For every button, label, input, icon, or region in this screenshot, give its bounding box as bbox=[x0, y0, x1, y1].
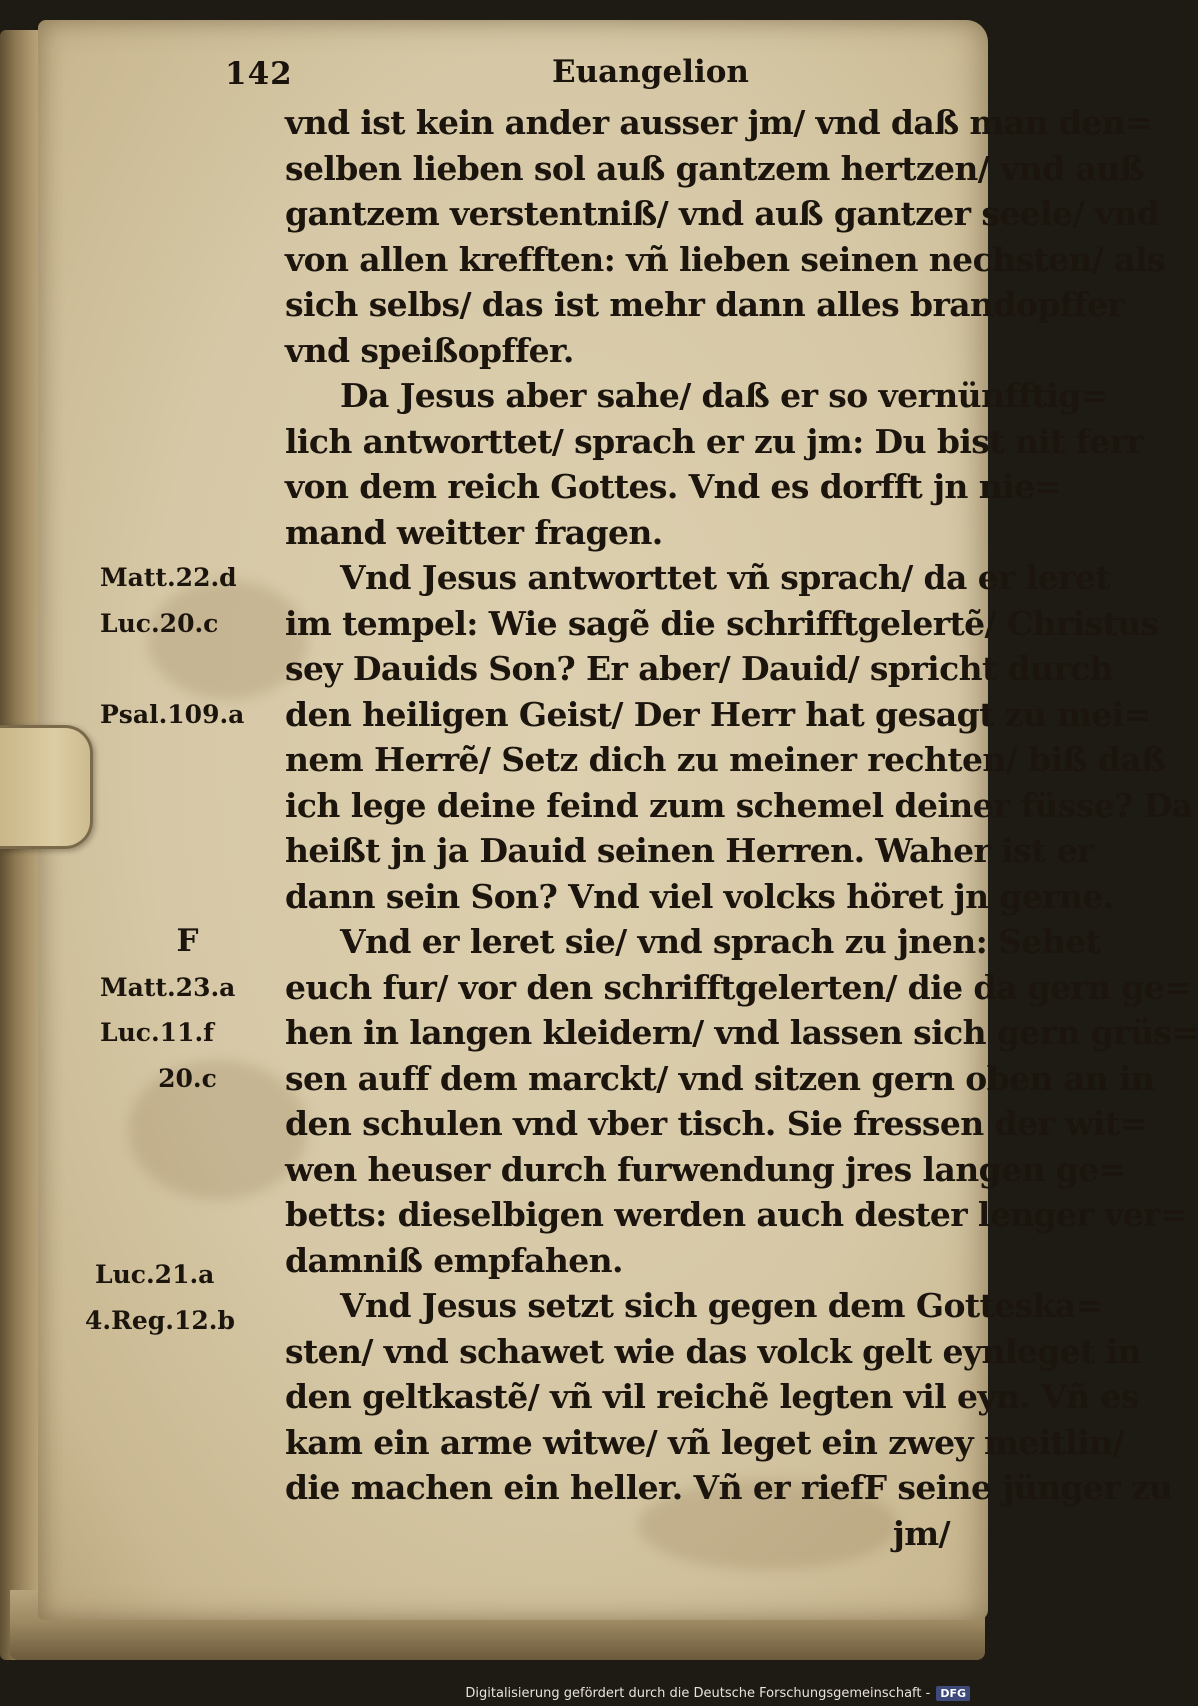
text-line: gantzem verstentniß/ vnd auß gantzer seele/ vnd bbox=[285, 194, 1160, 233]
text-line: heißt jn ja Dauid seinen Herren. Waher ist er bbox=[285, 831, 1094, 870]
text-line: nem Herrẽ/ Setz dich zu meiner rechten/ biß daß bbox=[285, 740, 1166, 779]
text-line: den geltkastẽ/ vñ vil reichẽ legten vil eyn. Vñ es bbox=[285, 1377, 1139, 1416]
marginal-notes-4 bbox=[85, 1252, 270, 1343]
marginal-note: Luc.20.c bbox=[100, 608, 219, 638]
text-line: lich antworttet/ sprach er zu jm: Du bist nit ferr bbox=[285, 421, 1144, 461]
text-line: selben lieben sol auß gantzem hertzen/ vnd auß bbox=[285, 148, 1145, 188]
bookmark-tab bbox=[0, 725, 93, 849]
text-line: Da Jesus aber sahe/ daß er so vernünfftig= bbox=[340, 376, 1108, 415]
marginal-note: Psal.109.a bbox=[100, 700, 245, 729]
marginal-notes-3 bbox=[100, 919, 275, 1101]
marginal-notes-1 bbox=[100, 555, 275, 646]
text-line: im tempel: Wie sagẽ die schrifftgelertẽ/ Christus bbox=[285, 603, 1159, 643]
digitization-footer bbox=[465, 1686, 970, 1701]
marginal-note: 20.c bbox=[158, 1063, 217, 1093]
main-text-block bbox=[285, 100, 1198, 1556]
marginal-note: Luc.11.f bbox=[100, 1018, 214, 1047]
text-line: kam ein arme witwe/ vñ leget ein zwey meitlin/ bbox=[285, 1422, 1124, 1462]
marginal-note: Matt.23.a bbox=[100, 972, 236, 1002]
marginal-notes-2 bbox=[100, 692, 275, 738]
text-line: die machen ein heller. Vñ er riefF seine jünger zu bbox=[285, 1468, 1173, 1507]
text-line: Vnd Jesus antworttet vñ sprach/ da er leret bbox=[340, 558, 1110, 597]
text-line: betts: dieselbigen werden auch dester lenger ver= bbox=[285, 1195, 1188, 1234]
marginal-note: Luc.21.a bbox=[95, 1260, 215, 1289]
marginal-note: 4.Reg.12.b bbox=[85, 1305, 235, 1335]
text-line: von dem reich Gottes. Vnd es dorfft jn nie= bbox=[285, 467, 1062, 506]
text-line: wen heuser durch furwendung jres langen ge= bbox=[285, 1149, 1126, 1189]
text-line: den heiligen Geist/ Der Herr hat gesagt zu mei= bbox=[285, 694, 1151, 734]
text-line: sey Dauids Son? Er aber/ Dauid/ spricht durch bbox=[285, 649, 1114, 688]
text-line: Vnd Jesus setzt sich gegen dem Gotteska= bbox=[340, 1286, 1103, 1325]
section-marker: F bbox=[176, 923, 199, 959]
text-line: dann sein Son? Vnd viel volcks höret jn gerne. bbox=[285, 876, 1114, 916]
running-head: Euangelion bbox=[552, 54, 749, 90]
footer-credit: Digitalisierung gefördert durch die Deutsche Forschungsgemeinschaft - bbox=[465, 1686, 931, 1701]
text-line: den schulen vnd vber tisch. Sie fressen der wit= bbox=[285, 1104, 1147, 1143]
dfg-logo: DFG bbox=[936, 1686, 970, 1701]
text-line: von allen krefften: vñ lieben seinen nechsten/ als bbox=[285, 239, 1165, 279]
text-line: vnd speißopffer. bbox=[285, 330, 574, 370]
catchword: jm/ bbox=[892, 1513, 950, 1553]
text-line: Vnd er leret sie/ vnd sprach zu jnen: Sehet bbox=[340, 922, 1101, 961]
text-line: mand weitter fragen. bbox=[285, 512, 663, 552]
text-line: sich selbs/ das ist mehr dann alles brandopffer bbox=[285, 285, 1125, 324]
text-line: damniß empfahen. bbox=[285, 1240, 623, 1280]
text-line: hen in langen kleidern/ vnd lassen sich gern grüs= bbox=[285, 1013, 1198, 1052]
page-number: 142 bbox=[225, 56, 293, 92]
text-line: vnd ist kein ander ausser jm/ vnd daß man den= bbox=[285, 103, 1153, 142]
marginal-note: Matt.22.d bbox=[100, 563, 237, 592]
text-line: ich lege deine feind zum schemel deiner füsse? Da bbox=[285, 785, 1193, 825]
text-line: sen auff dem marckt/ vnd sitzen gern oben an in bbox=[285, 1058, 1155, 1098]
text-line: euch fur/ vor den schrifftgelerten/ die da gern ge= bbox=[285, 967, 1192, 1007]
text-line: sten/ vnd schawet wie das volck gelt eynleget in bbox=[285, 1331, 1141, 1371]
